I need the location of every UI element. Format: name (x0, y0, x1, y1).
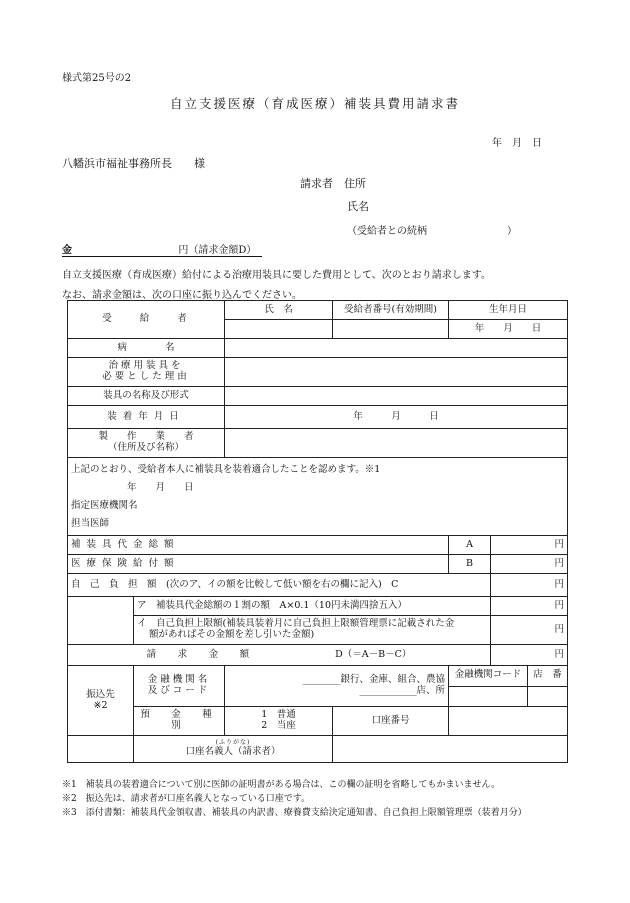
request-date: 年 月 日 (492, 138, 542, 149)
claimant-name-label: 氏名 (347, 200, 369, 213)
claimant-address-label: 請求者 住所 (300, 177, 366, 190)
claim-row: 請 求 金 額 D（＝A－B－C） (68, 645, 491, 666)
footnote-1: ※1 補装具の装着適合について別に医師の証明書がある場合は、この欄の証明を省略してもかまいません。 (62, 780, 501, 790)
branch-no-header: 店 番 (528, 666, 568, 687)
bank-types[interactable]: ________銀行、金庫、組合、農協 ____________店、所 (225, 666, 449, 707)
option-i-label: イ 自己負担上限額(補装具装着月に自己負担上限額管理票に記載された金 額があればその金額を差し引いた金額) (134, 616, 491, 645)
option-a-label: ア 補装具代金総額の１割の額 A×0.1（10円未満四捨五入） (134, 597, 491, 616)
deposit-type-label: 預 金 種 別 (134, 707, 225, 736)
self-pay-label: 自 己 負 担 額 (次のア、イの額を比較して低い額を右の欄に記入) C (68, 574, 491, 597)
form-number: 様式第25号の2 (62, 73, 132, 84)
maker-label: 製 作 業 者 （住所及び名称） (68, 429, 225, 458)
name-col-header: 氏 名 (225, 301, 333, 320)
reason-label: 治療用装具を 必要とした理由 (68, 358, 225, 387)
footnote-2: ※2 振込先は、請求者が口座名義人となっている口座です。 (62, 794, 311, 804)
recipient-no-header: 受給者番号(有効期間) (333, 301, 449, 320)
bank-label: 金融機関名 及びコード (134, 666, 225, 707)
claim-form-table (67, 300, 568, 763)
request-paragraph: 自立支援医療（育成医療）給付による治療用装具に要した費用として、次のとおり請求します。 (62, 270, 491, 281)
recipient-no-cell[interactable] (333, 320, 449, 339)
institution-label: 指定医療機関名 (71, 500, 138, 512)
recipient-name-cell[interactable] (225, 320, 333, 339)
transfer-paragraph: なお、請求金額は、次の口座に振り込んでください。 (62, 290, 302, 301)
addressee: 八幡浜市福祉事務所長 様 (62, 157, 205, 170)
account-no-cell[interactable] (449, 707, 568, 736)
option-a-amount[interactable]: 円 (491, 597, 568, 616)
branch-no-cell[interactable] (528, 686, 568, 707)
disease-label: 病 名 (68, 339, 225, 358)
account-no-label: 口座番号 (333, 707, 449, 736)
recipient-label: 受 給 者 (68, 301, 225, 339)
transfer-label: 振込先 ※2 (68, 666, 134, 736)
insurance-code: B (449, 555, 491, 574)
total-code: A (449, 536, 491, 555)
insurance-label: 医療保険給付額 (68, 555, 449, 574)
device-name-cell[interactable] (225, 387, 568, 406)
fitting-date-label: 装着年月日 (68, 406, 225, 429)
certification-block (68, 458, 568, 536)
claim-amount[interactable]: 円 (491, 645, 568, 666)
page-title: 自立支援医療（育成医療）補装具費用請求書 (169, 96, 460, 111)
cert-text: 上記のとおり、受給者本人に補装具を装着適合したことを認めます。※1 (71, 464, 381, 475)
birth-cell[interactable]: 年 月 日 (449, 320, 568, 339)
reason-cell[interactable] (225, 358, 568, 387)
doctor-label: 担当医師 (71, 518, 110, 530)
amount-line (62, 241, 262, 257)
fitting-date-cell[interactable]: 年 月 日 (225, 406, 568, 429)
amount-suffix: 円（請求金額D） (178, 245, 257, 256)
relation-label: （受給者との続柄 ） (347, 226, 517, 237)
holder-cell[interactable] (333, 736, 568, 763)
amount-prefix: 金 (62, 245, 72, 256)
option-i-amount[interactable]: 円 (491, 616, 568, 645)
total-amount[interactable]: 円 (491, 536, 568, 555)
self-pay-amount[interactable]: 円 (491, 574, 568, 597)
total-label: 補装具代金総額 (68, 536, 449, 555)
disease-cell[interactable] (225, 339, 568, 358)
maker-cell[interactable] (225, 429, 568, 458)
insurance-amount[interactable]: 円 (491, 555, 568, 574)
cert-date: 年 月 日 (127, 482, 194, 494)
bank-code-cell[interactable] (449, 686, 528, 707)
footnote-3: ※3 添付書類：補装具代金領収書、補装具の内訳書、療養費支給決定通知書、自己負担上限額管理票（装着月分） (62, 808, 527, 818)
deposit-options[interactable]: 1 普通 2 当座 (225, 707, 333, 736)
birth-header: 生年月日 (449, 301, 568, 320)
device-name-label: 装具の名称及び形式 (68, 387, 225, 406)
holder-label: (ふりがな) 口座名義人（請求者） (134, 736, 333, 763)
bank-code-header: 金融機関コード (449, 666, 528, 687)
